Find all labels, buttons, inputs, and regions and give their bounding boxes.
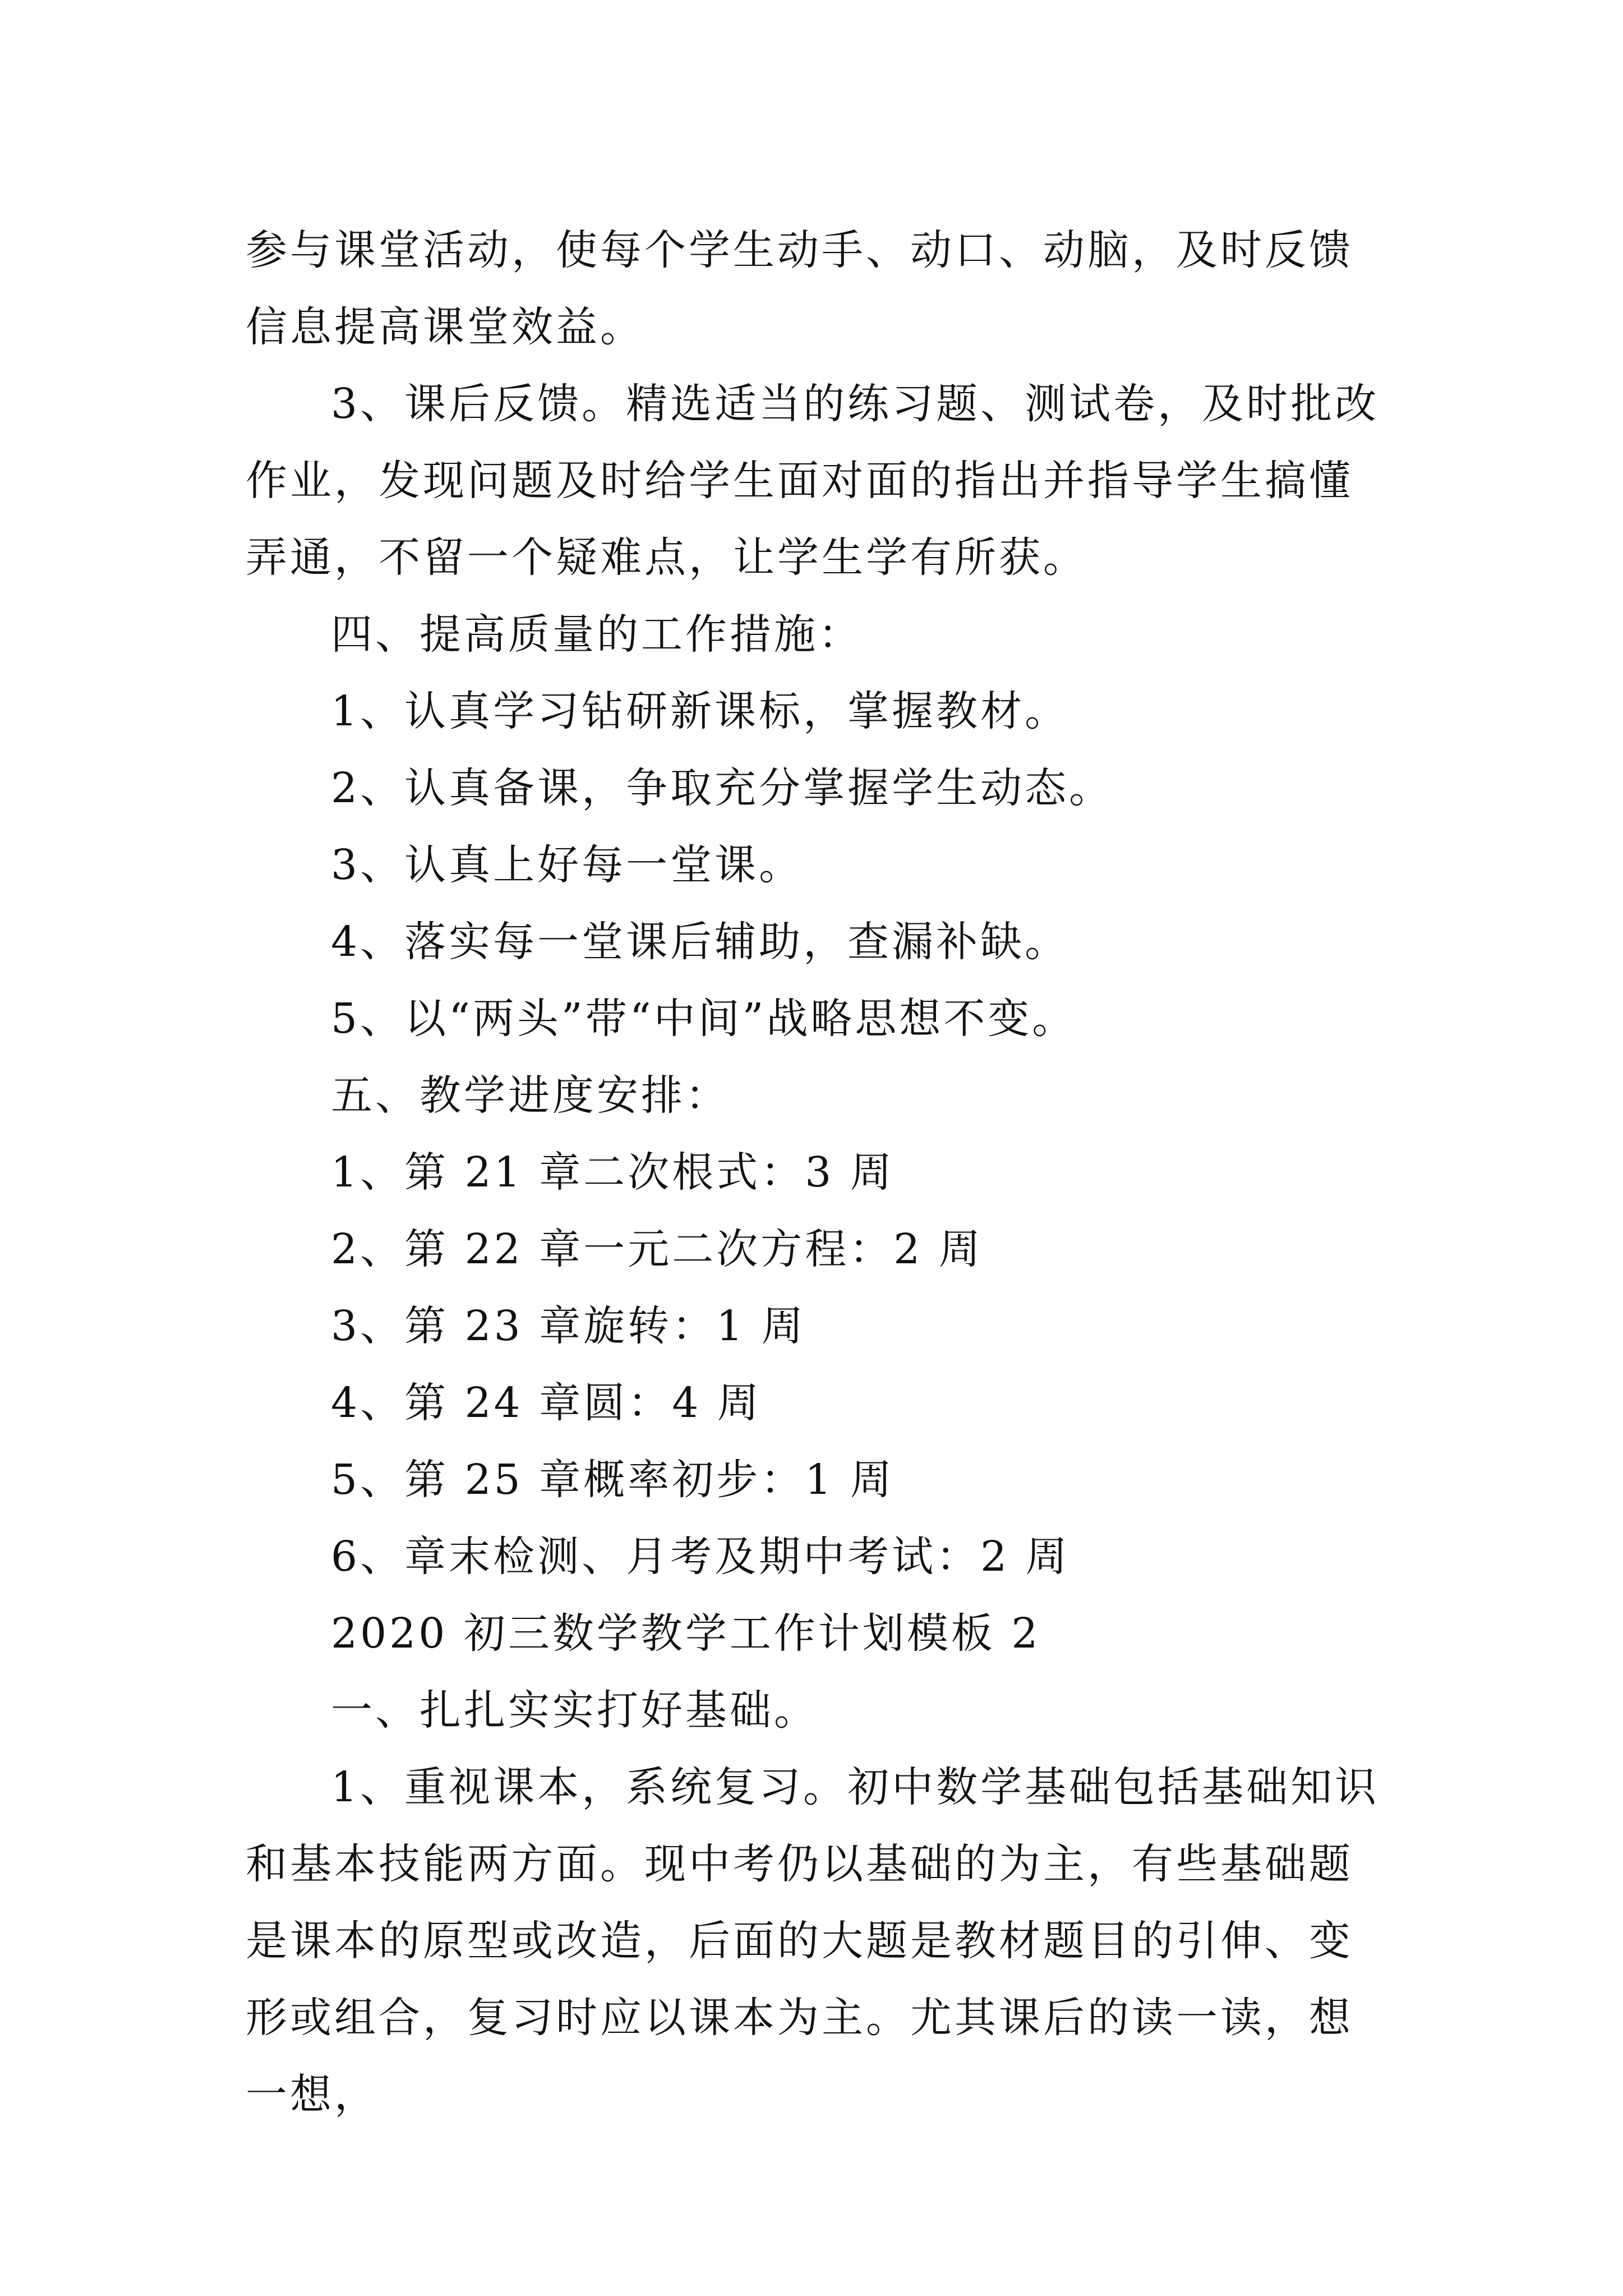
heading-quality-measures: 四、提高质量的工作措施： bbox=[331, 610, 863, 659]
heading-teaching-schedule: 五、教学进度安排： bbox=[331, 1071, 730, 1120]
list-item-measure-2: 2、认真备课，争取充分掌握学生动态。 bbox=[331, 764, 1114, 812]
list-item-measure-3: 3、认真上好每一堂课。 bbox=[331, 841, 804, 889]
list-item-schedule-6: 6、章末检测、月考及期中考试：2 周 bbox=[331, 1533, 1070, 1581]
document-body bbox=[246, 212, 1390, 2133]
section-title-template-2: 2020 初三数学教学工作计划模板 2 bbox=[331, 1609, 1041, 1658]
paragraph-textbook-review: 1、重视课本，系统复习。初中数学基础包括基础知识和基本技能两方面。现中考仍以基础的为主，有些基础题是课本的原型或改造，后面的大题是教材题目的引伸、变形或组合，复习时应以课本为主。尤其课后的读一读，想一想， bbox=[246, 1763, 1380, 2119]
heading-solid-foundation: 一、扎扎实实打好基础。 bbox=[331, 1686, 818, 1734]
list-item-schedule-3: 3、第 23 章旋转：1 周 bbox=[331, 1302, 806, 1350]
list-item-schedule-2: 2、第 22 章一元二次方程：2 周 bbox=[331, 1225, 983, 1273]
list-item-measure-4: 4、落实每一堂课后辅助，查漏补缺。 bbox=[331, 918, 1069, 966]
list-item-measure-5: 5、以“两头”带“中间”战略思想不变。 bbox=[331, 995, 1077, 1043]
list-item-schedule-1: 1、第 21 章二次根式：3 周 bbox=[331, 1148, 895, 1197]
list-item-measure-1: 1、认真学习钻研新课标，掌握教材。 bbox=[331, 687, 1069, 735]
paragraph-after-class-feedback: 3、课后反馈。精选适当的练习题、测试卷，及时批改作业，发现问题及时给学生面对面的指出并指导学生搞懂弄通，不留一个疑难点，让学生学有所获。 bbox=[246, 380, 1380, 582]
list-item-schedule-5: 5、第 25 章概率初步：1 周 bbox=[331, 1456, 895, 1504]
paragraph-continuation: 参与课堂活动，使每个学生动手、动口、动脑，及时反馈信息提高课堂效益。 bbox=[246, 226, 1353, 351]
list-item-schedule-4: 4、第 24 章圆：4 周 bbox=[331, 1379, 762, 1427]
